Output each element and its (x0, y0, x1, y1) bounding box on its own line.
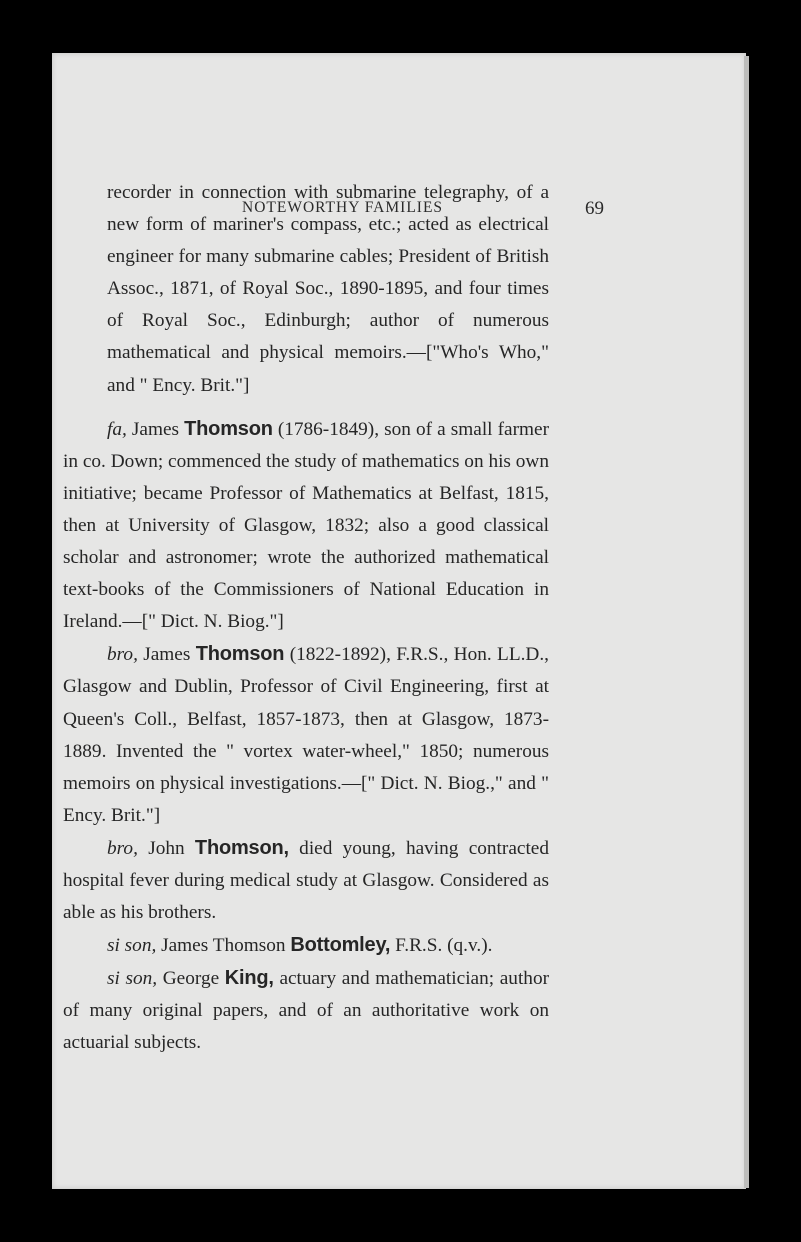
entry-text: (1822-1892), F.R.S., Hon. LL.D., Glasgow and Dublin, Professor of Civil Engineering, first at Queen's Coll., Belfast, 1857-1873, then at Glasgow, 1873-1889. Invented the " vortex water-wheel," 1850; numerous memoirs on physical investigations.—[" Dict. N. Biog.," and " Ency. Brit."] (63, 644, 549, 826)
continuation-paragraph: recorder in connection with submarine telegraphy, of a new form of mariner's compass, etc.; acted as electrical engineer for many submarine cables; President of British Assoc., 1871, of Royal Soc., 1890-1895, and four times of Royal Soc., Edinburgh; author of numerous mathematical and physical memoirs.—["Who's Who," and " Ency. Brit."] (107, 182, 549, 396)
page-body (63, 177, 549, 1060)
surname: Bottomley, (290, 934, 391, 957)
page-edge (744, 56, 749, 1188)
relation-label: bro, (107, 837, 138, 859)
entry-text: F.R.S. (q.v.). (395, 935, 493, 957)
entry-text: died young, having contracted hospital fever during medical study at Glasgow. Considered as able as his brothers. (63, 837, 550, 924)
entry-text: (1786-1849), son of a small farmer in co. Down; commenced the study of mathematics on his own initiative; became Professor of Mathematics at Belfast, 1815, then at University of Glasgow, 1832; also a good classical scholar and astronomer; wrote the authorized mathematical text-books of the Commissioners of National Education in Ireland.—[" Dict. N. Biog."] (63, 418, 549, 633)
relation-label: si son, (107, 935, 157, 957)
surname: Thomson (195, 643, 285, 666)
page-number: 69 (585, 198, 604, 219)
surname: King, (224, 967, 274, 990)
surname: Thomson (184, 417, 273, 440)
entry-father-james-thomson (63, 413, 549, 639)
surname: Thomson, (194, 836, 289, 859)
running-title: NOTEWORTHY FAMILIES (242, 199, 444, 216)
entry-text: actuary and mathematician; author of many original papers, and of an authoritative work on actuarial subjects. (63, 968, 550, 1054)
given-name: George (162, 968, 220, 990)
given-name: John (148, 837, 185, 859)
relation-label: si son, (107, 968, 158, 990)
relation-label: fa, (107, 418, 127, 440)
given-name: James (131, 418, 180, 440)
entry-brother-john-thomson (63, 832, 549, 929)
entry-sister-son-king (63, 962, 549, 1059)
relation-label: bro, (107, 644, 138, 666)
given-name: James Thomson (161, 935, 286, 957)
given-name: James (143, 644, 191, 666)
entry-sister-son-bottomley (63, 929, 549, 962)
entry-brother-james-thomson (63, 638, 549, 832)
